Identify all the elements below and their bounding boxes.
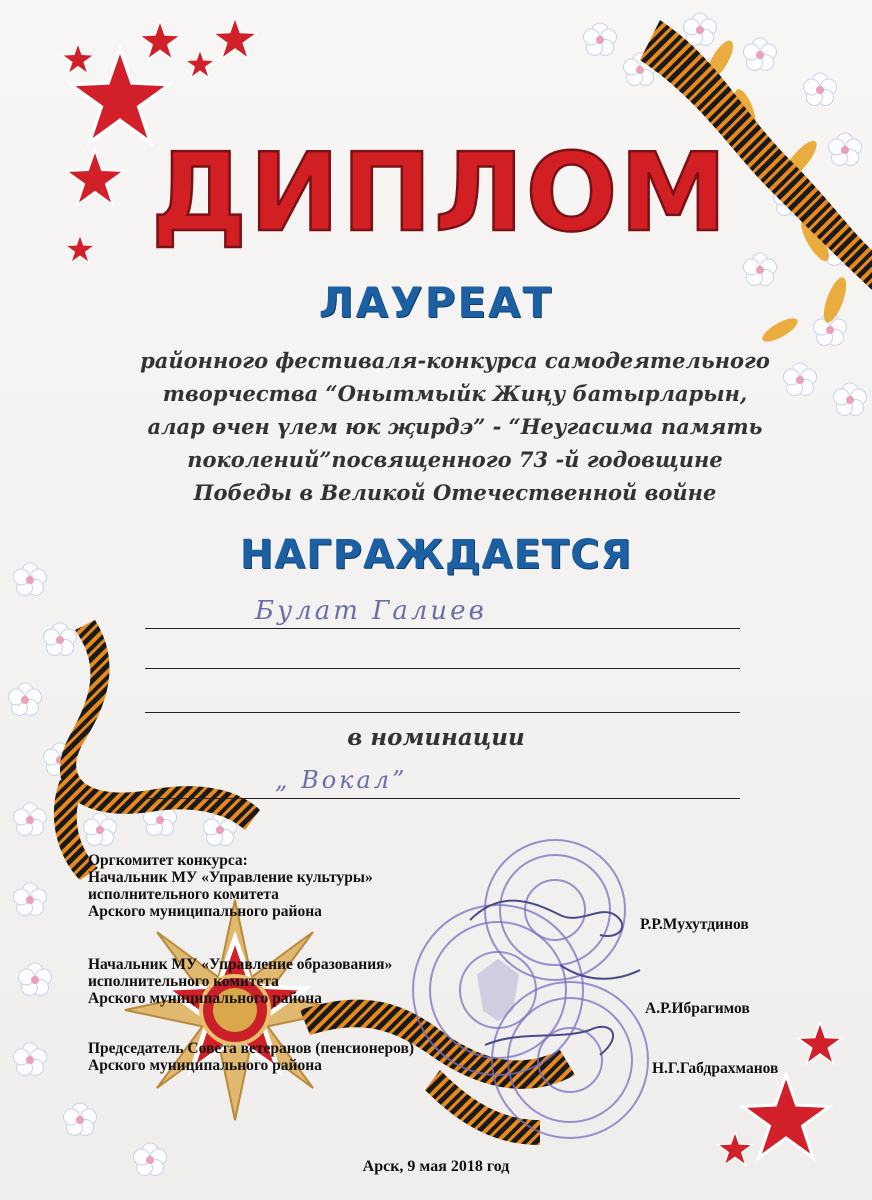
diploma-title: [140, 130, 740, 250]
stars-bottom-right: [718, 1023, 842, 1166]
recipient-name: Булат Галиев: [255, 596, 487, 626]
stamp-education: [413, 905, 583, 1075]
signatory-3-line: Арского муниципального района: [88, 1057, 322, 1074]
signatory-3-line: Председатель Совета ветеранов (пенсионеров): [88, 1040, 415, 1057]
signatory-1-name: Р.Р.Мухутдинов: [640, 916, 749, 933]
festival-description: [110, 344, 800, 509]
festival-line: Победы в Великой Отечественной войне: [193, 480, 717, 505]
place-and-date: Арск, 9 мая 2018 год: [362, 1158, 510, 1175]
signatory-1-line: Начальник МУ «Управление культуры»: [88, 869, 373, 886]
signatory-2-name: А.Р.Ибрагимов: [645, 1000, 750, 1017]
recipient-line-1: [145, 628, 740, 629]
committee-title: Оргкомитет конкурса:: [88, 852, 248, 869]
signatory-1-line: исполнительного комитета: [88, 886, 279, 903]
committee-block: [88, 852, 373, 920]
recipient-line-3: [145, 712, 740, 713]
nomination-line: [145, 798, 740, 799]
signatory-2-block: [88, 956, 392, 1007]
awarded-heading: НАГРАЖДАЕТСЯ: [239, 532, 633, 578]
festival-line: алар өчен үлем юк җирдэ” - “Неугасима память: [147, 414, 763, 439]
festival-line: поколений”посвященного 73 -й годовщине: [187, 447, 723, 472]
festival-line: творчества “Онытмыйк Жиңу батырларын,: [162, 381, 748, 406]
signatory-3-block: [88, 1040, 414, 1074]
title-text: ДИПЛОМ: [151, 131, 729, 250]
signatory-2-line: Начальник МУ «Управление образования»: [88, 956, 393, 973]
nomination-label: в номинации: [347, 724, 525, 751]
festival-line: районного фестиваля-конкурса самодеятельного: [140, 348, 770, 373]
signatory-3-name: Н.Г.Габдрахманов: [652, 1060, 779, 1077]
stamp-culture: [485, 840, 625, 980]
laureate-heading: ЛАУРЕАТ: [318, 278, 554, 327]
signatory-2-line: Арского муниципального района: [88, 990, 322, 1007]
signatory-1-line: Арского муниципального района: [88, 903, 322, 920]
signatory-2-line: исполнительного комитета: [88, 973, 279, 990]
recipient-line-2: [145, 668, 740, 669]
stamp-veterans: [492, 982, 648, 1138]
nomination-value: „ Вокал”: [275, 766, 408, 794]
